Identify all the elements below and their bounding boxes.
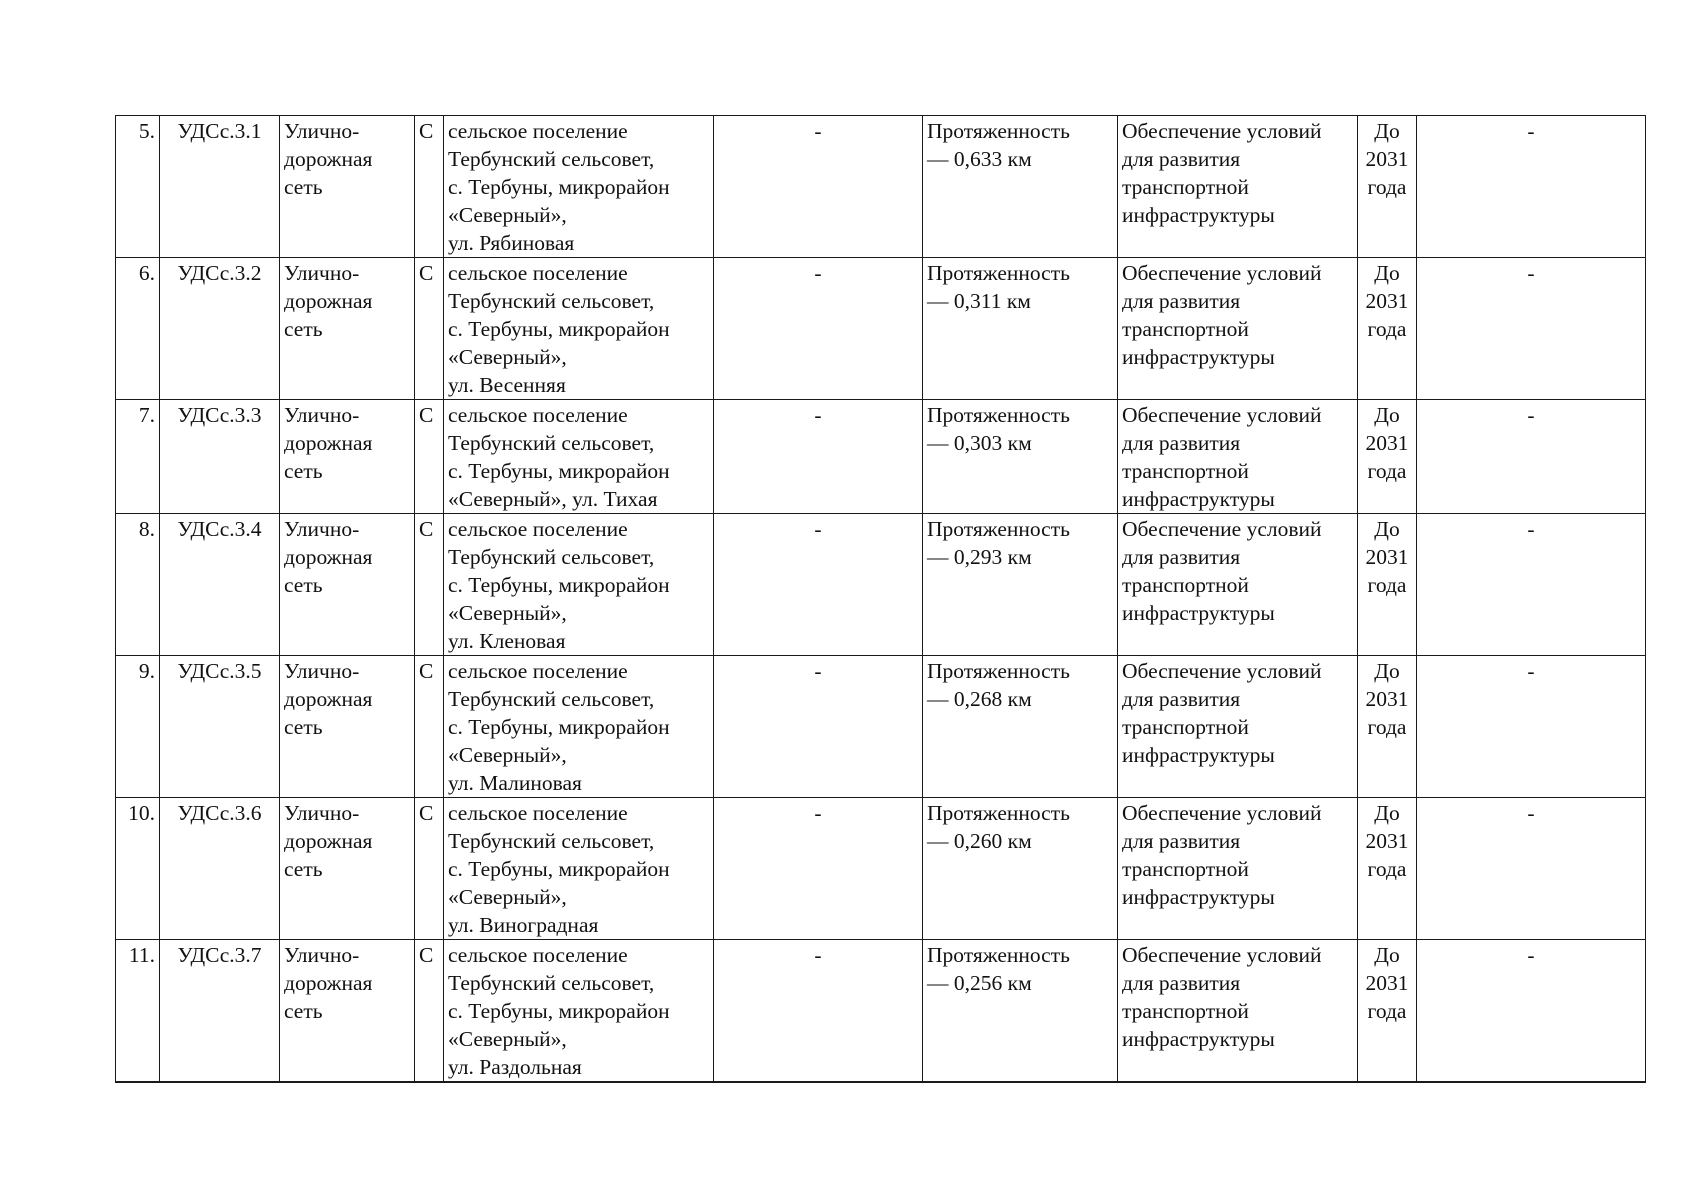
status-cell: С: [415, 656, 444, 798]
road-network-table: [115, 115, 1646, 1083]
characteristic-cell-line: Протяженность: [927, 261, 1070, 285]
location-cell-line: ул. Кленовая: [448, 629, 566, 653]
characteristic-cell-line: — 0,260 км: [927, 829, 1032, 853]
object-code-cell: УДСс.3.3: [160, 400, 280, 514]
note-cell: -: [1417, 798, 1646, 940]
term-cell-lines: [1362, 117, 1412, 201]
purpose-cell-line: транспортной: [1122, 459, 1249, 483]
location-cell-lines: [448, 799, 709, 939]
object-name-cell: [280, 116, 415, 258]
purpose-cell-line: для развития: [1122, 289, 1241, 313]
location-cell: [444, 656, 714, 798]
term-cell-line: До: [1374, 659, 1400, 683]
characteristic-cell-line: — 0,268 км: [927, 687, 1032, 711]
characteristic-cell-lines: [927, 799, 1113, 855]
object-name-cell-line: дорожная: [284, 545, 373, 569]
location-cell-line: сельское поселение: [448, 517, 628, 541]
object-name-cell-line: Улично-: [284, 261, 360, 285]
purpose-cell-line: для развития: [1122, 687, 1241, 711]
row-number-cell: 9.: [116, 656, 160, 798]
empty-value-cell: -: [714, 258, 923, 400]
object-code-cell: УДСс.3.4: [160, 514, 280, 656]
row-number-cell: 6.: [116, 258, 160, 400]
characteristic-cell-line: — 0,311 км: [927, 289, 1031, 313]
status-cell: С: [415, 258, 444, 400]
object-name-cell: [280, 656, 415, 798]
purpose-cell-lines: [1122, 799, 1353, 911]
object-name-cell-line: Улично-: [284, 943, 360, 967]
purpose-cell-line: инфраструктуры: [1122, 885, 1275, 909]
empty-value-cell: -: [714, 798, 923, 940]
location-cell-line: «Северный»,: [448, 601, 567, 625]
location-cell-line: Тербунский сельсовет,: [448, 687, 655, 711]
location-cell-lines: [448, 259, 709, 399]
term-cell-line: 2031: [1365, 687, 1409, 711]
purpose-cell-line: Обеспечение условий: [1122, 801, 1322, 825]
term-cell-line: года: [1367, 175, 1407, 199]
empty-value-cell: -: [714, 656, 923, 798]
object-code-cell: УДСс.3.7: [160, 940, 280, 1083]
object-name-cell: [280, 258, 415, 400]
status-cell: С: [415, 116, 444, 258]
characteristic-cell-line: Протяженность: [927, 119, 1070, 143]
location-cell-line: сельское поселение: [448, 659, 628, 683]
term-cell: [1358, 258, 1417, 400]
location-cell-line: Тербунский сельсовет,: [448, 431, 655, 455]
row-number-cell: 5.: [116, 116, 160, 258]
location-cell-line: с. Тербуны, микрорайон: [448, 459, 670, 483]
location-cell-line: с. Тербуны, микрорайон: [448, 715, 670, 739]
characteristic-cell-line: Протяженность: [927, 403, 1070, 427]
location-cell-lines: [448, 401, 709, 513]
table-row: [116, 514, 1646, 656]
note-cell: -: [1417, 656, 1646, 798]
location-cell-line: Тербунский сельсовет,: [448, 829, 655, 853]
purpose-cell-line: инфраструктуры: [1122, 345, 1275, 369]
location-cell-line: «Северный»,: [448, 885, 567, 909]
purpose-cell-line: инфраструктуры: [1122, 1027, 1275, 1051]
object-name-cell-line: сеть: [284, 459, 323, 483]
term-cell-line: 2031: [1365, 431, 1409, 455]
term-cell-line: До: [1374, 119, 1400, 143]
note-cell: -: [1417, 258, 1646, 400]
term-cell-line: года: [1367, 573, 1407, 597]
term-cell-line: года: [1367, 459, 1407, 483]
object-name-cell-lines: [284, 799, 410, 883]
status-cell: С: [415, 514, 444, 656]
table-row: [116, 798, 1646, 940]
location-cell-line: с. Тербуны, микрорайон: [448, 317, 670, 341]
object-name-cell-line: дорожная: [284, 829, 373, 853]
table-row: [116, 258, 1646, 400]
row-number-cell: 8.: [116, 514, 160, 656]
term-cell-line: 2031: [1365, 147, 1409, 171]
location-cell-line: с. Тербуны, микрорайон: [448, 999, 670, 1023]
purpose-cell: [1118, 514, 1358, 656]
note-cell: -: [1417, 514, 1646, 656]
purpose-cell-lines: [1122, 401, 1353, 513]
object-name-cell-line: дорожная: [284, 687, 373, 711]
characteristic-cell-lines: [927, 401, 1113, 457]
empty-value-cell: -: [714, 116, 923, 258]
characteristic-cell-lines: [927, 941, 1113, 997]
purpose-cell-line: транспортной: [1122, 317, 1249, 341]
term-cell-line: года: [1367, 857, 1407, 881]
term-cell-lines: [1362, 799, 1412, 883]
object-name-cell-lines: [284, 941, 410, 1025]
purpose-cell-line: для развития: [1122, 971, 1241, 995]
term-cell-lines: [1362, 401, 1412, 485]
location-cell: [444, 940, 714, 1083]
object-name-cell-line: дорожная: [284, 147, 373, 171]
purpose-cell-line: инфраструктуры: [1122, 487, 1275, 511]
term-cell: [1358, 514, 1417, 656]
location-cell-line: ул. Рябиновая: [448, 231, 575, 255]
location-cell-line: сельское поселение: [448, 261, 628, 285]
row-number-cell: 10.: [116, 798, 160, 940]
term-cell-line: До: [1374, 517, 1400, 541]
characteristic-cell: [923, 258, 1118, 400]
object-name-cell-line: сеть: [284, 175, 323, 199]
location-cell-line: ул. Раздольная: [448, 1055, 582, 1079]
characteristic-cell-lines: [927, 657, 1113, 713]
term-cell-lines: [1362, 941, 1412, 1025]
status-cell: С: [415, 940, 444, 1083]
location-cell-line: Тербунский сельсовет,: [448, 971, 655, 995]
object-name-cell-lines: [284, 259, 410, 343]
purpose-cell: [1118, 258, 1358, 400]
row-number-cell: 7.: [116, 400, 160, 514]
characteristic-cell: [923, 400, 1118, 514]
location-cell-line: «Северный»,: [448, 743, 567, 767]
object-name-cell-line: сеть: [284, 317, 323, 341]
object-name-cell-line: Улично-: [284, 801, 360, 825]
term-cell-line: года: [1367, 999, 1407, 1023]
term-cell-line: 2031: [1365, 545, 1409, 569]
location-cell-line: ул. Малиновая: [448, 771, 582, 795]
table-row: [116, 656, 1646, 798]
object-name-cell-line: сеть: [284, 715, 323, 739]
object-name-cell: [280, 940, 415, 1083]
purpose-cell: [1118, 400, 1358, 514]
location-cell-line: ул. Виноградная: [448, 913, 599, 937]
purpose-cell-line: инфраструктуры: [1122, 203, 1275, 227]
purpose-cell-line: инфраструктуры: [1122, 743, 1275, 767]
purpose-cell-line: транспортной: [1122, 573, 1249, 597]
purpose-cell-lines: [1122, 515, 1353, 627]
location-cell-line: сельское поселение: [448, 943, 628, 967]
location-cell: [444, 400, 714, 514]
characteristic-cell-line: — 0,633 км: [927, 147, 1032, 171]
purpose-cell: [1118, 656, 1358, 798]
row-number-cell: 11.: [116, 940, 160, 1083]
note-cell: -: [1417, 940, 1646, 1083]
location-cell: [444, 514, 714, 656]
location-cell-line: «Северный»,: [448, 345, 567, 369]
purpose-cell-line: Обеспечение условий: [1122, 119, 1322, 143]
characteristic-cell-line: Протяженность: [927, 801, 1070, 825]
object-name-cell-lines: [284, 515, 410, 599]
purpose-cell-line: для развития: [1122, 431, 1241, 455]
characteristic-cell: [923, 656, 1118, 798]
location-cell-line: сельское поселение: [448, 801, 628, 825]
term-cell-lines: [1362, 515, 1412, 599]
purpose-cell-lines: [1122, 657, 1353, 769]
location-cell: [444, 116, 714, 258]
purpose-cell-line: инфраструктуры: [1122, 601, 1275, 625]
object-name-cell-line: дорожная: [284, 971, 373, 995]
location-cell-line: Тербунский сельсовет,: [448, 147, 655, 171]
term-cell-lines: [1362, 657, 1412, 741]
purpose-cell-lines: [1122, 259, 1353, 371]
object-name-cell: [280, 514, 415, 656]
object-name-cell-line: сеть: [284, 857, 323, 881]
location-cell-line: сельское поселение: [448, 119, 628, 143]
characteristic-cell-line: — 0,293 км: [927, 545, 1032, 569]
characteristic-cell-line: Протяженность: [927, 659, 1070, 683]
purpose-cell: [1118, 940, 1358, 1083]
term-cell-line: До: [1374, 801, 1400, 825]
location-cell-lines: [448, 515, 709, 655]
empty-value-cell: -: [714, 514, 923, 656]
term-cell-line: 2031: [1365, 829, 1409, 853]
table-row: [116, 400, 1646, 514]
location-cell-line: «Северный»,: [448, 1027, 567, 1051]
location-cell: [444, 258, 714, 400]
empty-value-cell: -: [714, 940, 923, 1083]
location-cell-line: с. Тербуны, микрорайон: [448, 573, 670, 597]
term-cell: [1358, 656, 1417, 798]
empty-value-cell: -: [714, 400, 923, 514]
term-cell-line: 2031: [1365, 289, 1409, 313]
purpose-cell-line: транспортной: [1122, 715, 1249, 739]
status-cell: С: [415, 798, 444, 940]
characteristic-cell-lines: [927, 117, 1113, 173]
note-cell: -: [1417, 116, 1646, 258]
characteristic-cell-lines: [927, 515, 1113, 571]
location-cell-line: Тербунский сельсовет,: [448, 289, 655, 313]
purpose-cell-line: для развития: [1122, 545, 1241, 569]
term-cell: [1358, 940, 1417, 1083]
object-name-cell-line: дорожная: [284, 431, 373, 455]
characteristic-cell: [923, 116, 1118, 258]
purpose-cell-line: транспортной: [1122, 999, 1249, 1023]
purpose-cell-line: Обеспечение условий: [1122, 659, 1322, 683]
characteristic-cell: [923, 514, 1118, 656]
location-cell-line: Тербунский сельсовет,: [448, 545, 655, 569]
object-name-cell-line: дорожная: [284, 289, 373, 313]
object-code-cell: УДСс.3.6: [160, 798, 280, 940]
characteristic-cell-lines: [927, 259, 1113, 315]
object-code-cell: УДСс.3.2: [160, 258, 280, 400]
object-name-cell-line: Улично-: [284, 659, 360, 683]
object-name-cell-line: сеть: [284, 573, 323, 597]
purpose-cell-line: Обеспечение условий: [1122, 261, 1322, 285]
object-name-cell-line: Улично-: [284, 119, 360, 143]
location-cell-line: «Северный»,: [448, 203, 567, 227]
purpose-cell-line: Обеспечение условий: [1122, 403, 1322, 427]
location-cell-lines: [448, 117, 709, 257]
location-cell-line: сельское поселение: [448, 403, 628, 427]
purpose-cell-line: Обеспечение условий: [1122, 517, 1322, 541]
term-cell-line: года: [1367, 715, 1407, 739]
location-cell: [444, 798, 714, 940]
term-cell: [1358, 400, 1417, 514]
term-cell-lines: [1362, 259, 1412, 343]
object-code-cell: УДСс.3.1: [160, 116, 280, 258]
purpose-cell: [1118, 116, 1358, 258]
object-name-cell-line: Улично-: [284, 403, 360, 427]
location-cell-line: с. Тербуны, микрорайон: [448, 175, 670, 199]
location-cell-line: «Северный», ул. Тихая: [448, 487, 658, 511]
object-name-cell-line: сеть: [284, 999, 323, 1023]
purpose-cell: [1118, 798, 1358, 940]
term-cell-line: До: [1374, 943, 1400, 967]
object-name-cell-line: Улично-: [284, 517, 360, 541]
term-cell: [1358, 116, 1417, 258]
purpose-cell-line: для развития: [1122, 829, 1241, 853]
table-row: [116, 116, 1646, 258]
location-cell-line: ул. Весенняя: [448, 373, 566, 397]
term-cell-line: До: [1374, 403, 1400, 427]
purpose-cell-lines: [1122, 117, 1353, 229]
table-row: [116, 940, 1646, 1083]
location-cell-lines: [448, 941, 709, 1081]
characteristic-cell: [923, 798, 1118, 940]
characteristic-cell-line: — 0,303 км: [927, 431, 1032, 455]
purpose-cell-line: для развития: [1122, 147, 1241, 171]
note-cell: -: [1417, 400, 1646, 514]
characteristic-cell-line: Протяженность: [927, 943, 1070, 967]
object-name-cell-lines: [284, 657, 410, 741]
object-name-cell-lines: [284, 117, 410, 201]
object-code-cell: УДСс.3.5: [160, 656, 280, 798]
object-name-cell-lines: [284, 401, 410, 485]
purpose-cell-line: транспортной: [1122, 175, 1249, 199]
object-name-cell: [280, 798, 415, 940]
location-cell-line: с. Тербуны, микрорайон: [448, 857, 670, 881]
term-cell: [1358, 798, 1417, 940]
characteristic-cell-line: Протяженность: [927, 517, 1070, 541]
object-name-cell: [280, 400, 415, 514]
status-cell: С: [415, 400, 444, 514]
purpose-cell-line: транспортной: [1122, 857, 1249, 881]
location-cell-lines: [448, 657, 709, 797]
characteristic-cell-line: — 0,256 км: [927, 971, 1032, 995]
term-cell-line: До: [1374, 261, 1400, 285]
characteristic-cell: [923, 940, 1118, 1083]
purpose-cell-lines: [1122, 941, 1353, 1053]
term-cell-line: года: [1367, 317, 1407, 341]
purpose-cell-line: Обеспечение условий: [1122, 943, 1322, 967]
table-body: [116, 116, 1646, 1083]
term-cell-line: 2031: [1365, 971, 1409, 995]
